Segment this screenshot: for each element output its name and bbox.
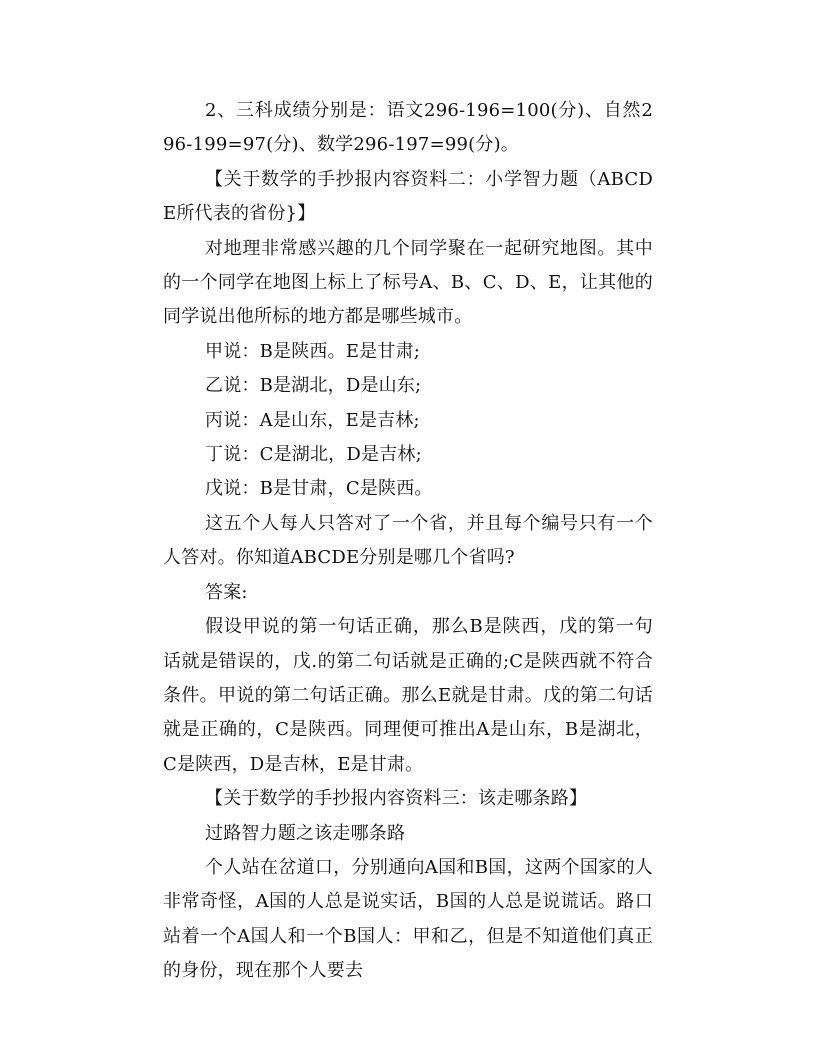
document-body [163, 94, 653, 989]
statement-bing: 丙说：A是山东，E是吉林; [205, 409, 420, 431]
paragraph-question: 这五个人每人只答对了一个省，并且每个编号只有一个人答对。你知道ABCDE分别是哪几个省吗? [163, 512, 653, 569]
statement-yi: 乙说：B是湖北，D是山东; [205, 375, 422, 397]
subheading-which-road: 过路智力题之该走哪条路 [205, 822, 406, 844]
paragraph-answer: 假设甲说的第一句话正确，那么B是陕西，戊的第一句话就是错误的，戊.的第二句话就是正确的;C是陕西就不符合条件。甲说的第二句话正确。那么E就是甘肃。戊的第二句话就是正确的，C是陕西。同理便可推出A是山东，B是湖北，C是陕西，D是吉林，E是甘肃。 [163, 616, 653, 775]
paragraph-puzzle-intro: 对地理非常感兴趣的几个同学聚在一起研究地图。其中的一个同学在地图上标上了标号A、B、C、D、E，让其他的同学说出他所标的地方都是哪些城市。 [163, 237, 653, 328]
statement-jia: 甲说：B是陕西。E是甘肃; [205, 340, 421, 362]
statement-wu: 戊说：B是甘肃，C是陕西。 [205, 478, 433, 500]
paragraph-road-puzzle: 个人站在岔道口，分别通向A国和B国，这两个国家的人非常奇怪，A国的人总是说实话，B国的人总是说谎话。路口站着一个A国人和一个B国人：甲和乙，但是不知道他们真正的身份，现在那个人要去 [163, 856, 653, 982]
heading-material-three: 【关于数学的手抄报内容资料三：该走哪条路】 [205, 788, 588, 810]
statement-ding: 丁说：C是湖北，D是吉林; [205, 444, 422, 466]
paragraph-scores: 2、三科成绩分别是：语文296-196=100(分)、自然296-199=97(分)、数学296-197=99(分)。 [163, 100, 653, 156]
answer-label: 答案: [205, 581, 248, 603]
heading-material-two: 【关于数学的手抄报内容资料二：小学智力题（ABCDE所代表的省份}】 [163, 168, 653, 225]
